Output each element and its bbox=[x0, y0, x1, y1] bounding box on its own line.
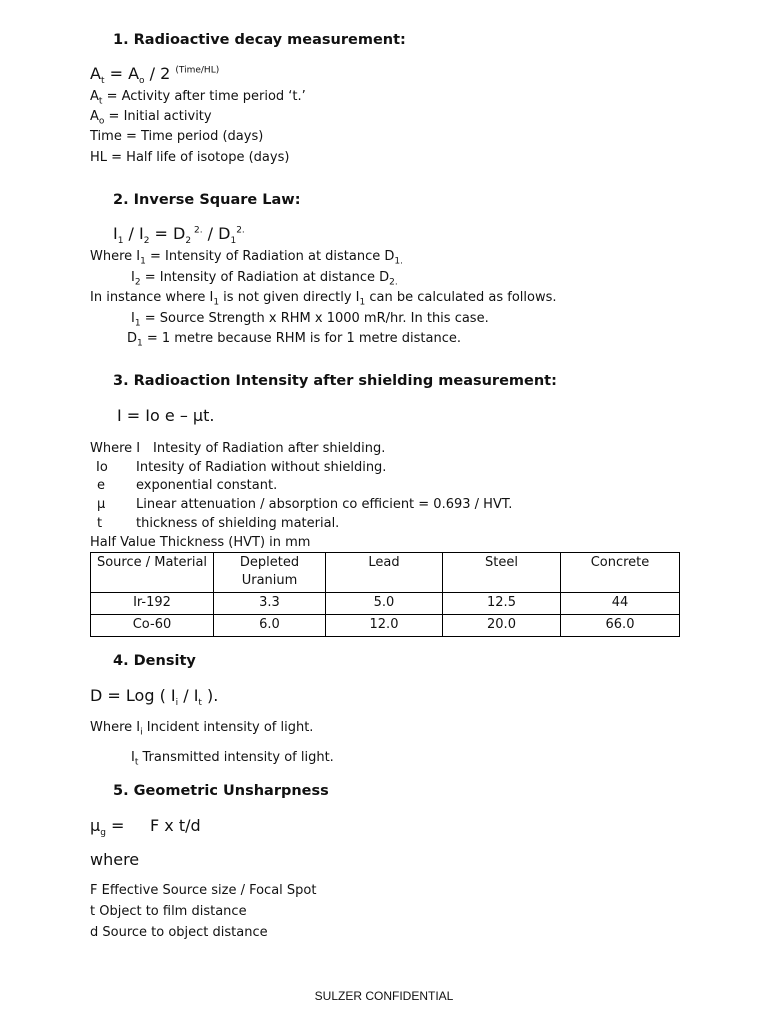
table-cell: Co-60 bbox=[91, 615, 214, 637]
shielding-where-desc: Intesity of Radiation without shielding. bbox=[136, 460, 387, 475]
unsharpness-where: where bbox=[90, 850, 140, 869]
table-cell: 20.0 bbox=[443, 615, 561, 637]
table-cell: 12.5 bbox=[443, 593, 561, 615]
shielding-where-desc: Intesity of Radiation after shielding. bbox=[153, 441, 386, 456]
table-cell: 66.0 bbox=[561, 615, 680, 637]
inverse-distance-note: $D_1 = 1$ metre because RHM is for 1 metre distance. bbox=[127, 331, 462, 349]
section-2-title: 2. Inverse Square Law: bbox=[113, 192, 301, 208]
decay-def-hl: HL = Half life of isotope (days) bbox=[90, 150, 290, 165]
inverse-source-strength: $I_1$ = Source Strength x RHM x 1000 mR/hr. In this case. bbox=[131, 311, 489, 329]
table-row bbox=[91, 615, 680, 637]
shielding-where-sym: µ bbox=[97, 497, 106, 512]
table-cell: 44 bbox=[561, 593, 680, 615]
hvt-table bbox=[90, 552, 680, 637]
inverse-square-formula: $I_1 / I_2 = D_2$ $^{2.} / D_1^{2.}$ bbox=[113, 224, 245, 247]
shielding-where-sym: t bbox=[97, 516, 103, 531]
table-cell: 3.3 bbox=[214, 593, 326, 615]
section-3-title: 3. Radioaction Intensity after shielding measurement: bbox=[113, 373, 557, 389]
table-cell: 5.0 bbox=[326, 593, 443, 615]
unsharpness-def-t: t Object to film distance bbox=[90, 904, 247, 919]
hvt-table-caption: Half Value Thickness (HVT) in mm bbox=[90, 535, 311, 550]
shielding-where-sym: e bbox=[97, 478, 105, 493]
density-where-transmitted: $I_t$ Transmitted intensity of light. bbox=[131, 750, 334, 768]
table-header-row bbox=[91, 553, 680, 593]
decay-def-at: $A_t$ = Activity after time period ‘t.’ bbox=[90, 89, 306, 107]
inverse-instance-note: In instance where $I_1$ is not given directly $I_1$ can be calculated as follows. bbox=[90, 290, 557, 308]
table-cell: 12.0 bbox=[326, 615, 443, 637]
shielding-where-desc: exponential constant. bbox=[136, 478, 278, 493]
footer-confidential: SULZER CONFIDENTIAL bbox=[314, 989, 454, 1003]
table-header-cell: Concrete bbox=[561, 553, 680, 593]
section-1-title: 1. Radioactive decay measurement: bbox=[113, 32, 406, 48]
table-header-cell: Depleted Uranium bbox=[214, 553, 326, 593]
section-4-title: 4. Density bbox=[113, 653, 196, 669]
unsharpness-def-d: d Source to object distance bbox=[90, 925, 268, 940]
inverse-where-i1: Where $I_1$ = Intensity of Radiation at distance $D_{1.}$ bbox=[90, 249, 403, 267]
unsharpness-def-f: F Effective Source size / Focal Spot bbox=[90, 883, 317, 898]
unsharpness-formula: µ$_g$ = bbox=[90, 816, 125, 839]
table-header-cell: Source / Material bbox=[91, 553, 214, 593]
decay-def-time: Time = Time period (days) bbox=[90, 129, 264, 144]
table-cell: Ir-192 bbox=[91, 593, 214, 615]
shielding-where-sym: Where I bbox=[90, 441, 141, 456]
density-where-incident: Where $I_i$ Incident intensity of light. bbox=[90, 720, 314, 738]
decay-def-ao: $A_o$ = Initial activity bbox=[90, 109, 212, 127]
section-5-title: 5. Geometric Unsharpness bbox=[113, 783, 329, 799]
table-cell: 6.0 bbox=[214, 615, 326, 637]
table-row bbox=[91, 593, 680, 615]
decay-formula: $A_t = A_o / 2$ $^{(Time/HL)}$ bbox=[90, 64, 220, 87]
shielding-where-desc: thickness of shielding material. bbox=[136, 516, 340, 531]
density-formula: D = Log ( $I_i / I_t$ ). bbox=[90, 686, 219, 709]
inverse-where-i2: $I_2$ = Intensity of Radiation at distance $D_{2.}$ bbox=[131, 270, 398, 288]
shielding-where-desc: Linear attenuation / absorption co efficient = 0.693 / HVT. bbox=[136, 497, 513, 512]
shielding-where-sym: Io bbox=[96, 460, 108, 475]
table-header-cell: Steel bbox=[443, 553, 561, 593]
shielding-formula: I = Io e – µt. bbox=[117, 406, 215, 425]
unsharpness-formula-rhs: F x t/d bbox=[150, 816, 201, 835]
table-header-cell: Lead bbox=[326, 553, 443, 593]
